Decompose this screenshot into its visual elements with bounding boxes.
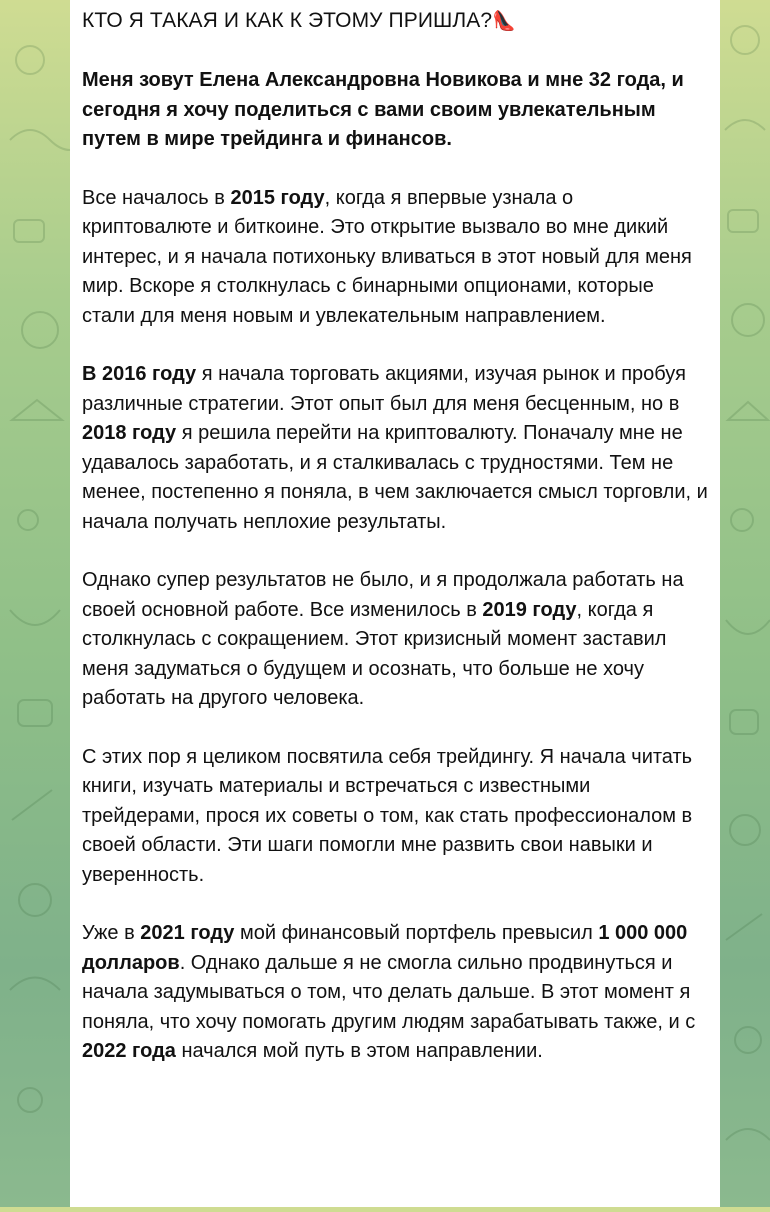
p5-year-2021: 2021 году bbox=[140, 922, 235, 944]
p1-year-2015: 2015 году bbox=[230, 186, 325, 209]
p5-text-d: . Однако дальше я не смогла сильно продвинуться и начала задумываться о том, что делать дальше. В этот момент я поняла, что хочу помогать другим людям зарабатывать также, и с bbox=[82, 951, 696, 1033]
title-text: КТО Я ТАКАЯ И КАК К ЭТОМУ ПРИШЛА? bbox=[82, 9, 493, 32]
p1-text-a: Все началось в bbox=[82, 186, 231, 209]
p5-year-2022: 2022 года bbox=[82, 1040, 176, 1062]
paragraph-4: С этих пор я целиком посвятила себя трейдингу. Я начала читать книги, изучать материалы и встречаться с известными трейдерами, прося их советы о том, как стать профессионалом в своей области. Эти шаги помогли мне развить свои навыки и уверенность. bbox=[82, 745, 693, 886]
p5-text-e: начался мой путь в этом направлении. bbox=[175, 1040, 543, 1062]
p5-amount: 1 000 000 долларов bbox=[82, 922, 688, 974]
p5-text-c: мой финансовый портфель превысил bbox=[234, 922, 599, 944]
p5-text-a: Уже в bbox=[82, 922, 141, 944]
paragraph-2 bbox=[82, 360, 708, 537]
p2-year-2018: 2018 году bbox=[82, 422, 177, 444]
p2-year-2016: В 2016 году bbox=[82, 363, 197, 385]
paragraph-5 bbox=[82, 919, 708, 1067]
message-bubble bbox=[70, 0, 720, 1207]
paragraph-1 bbox=[82, 184, 708, 332]
paragraph-3 bbox=[82, 566, 708, 714]
message-title bbox=[82, 6, 708, 37]
high-heel-emoji-icon: 👠 bbox=[492, 11, 516, 32]
p3-text-a: Однако супер результатов не было, и я продолжала работать на своей основной работе. Все изменилось в bbox=[82, 569, 684, 621]
p2-text-c: я решила перейти на криптовалюту. Поначалу мне не удавалось заработать, и я сталкивалась с трудностями. Тем не менее, постепенно я поняла, в чем заключается смысл торговли, и начала получать неплохие результаты. bbox=[82, 422, 708, 533]
p1-text-c: , когда я впервые узнала о криптовалюте и биткоине. Это открытие вызвало во мне дикий интерес, и я начала потихоньку вливаться в этот новый для меня мир. Вскоре я столкнулась с бинарными опционами, которые стали для меня новым и увлекательным направлением. bbox=[82, 186, 692, 327]
intro-paragraph: Меня зовут Елена Александровна Новикова и мне 32 года, и сегодня я хочу поделиться с вами своим увлекательным путем в мире трейдинга и финансов. bbox=[82, 69, 684, 150]
p3-year-2019: 2019 году bbox=[482, 598, 577, 621]
p3-text-c: , когда я столкнулась с сокращением. Этот кризисный момент заставил меня задуматься о будущем и осознать, что больше не хочу работать на другого человека. bbox=[82, 598, 667, 709]
p2-text-a: я начала торговать акциями, изучая рынок и пробуя различные стратегии. Этот опыт был для меня бесценным, но в bbox=[82, 363, 686, 415]
